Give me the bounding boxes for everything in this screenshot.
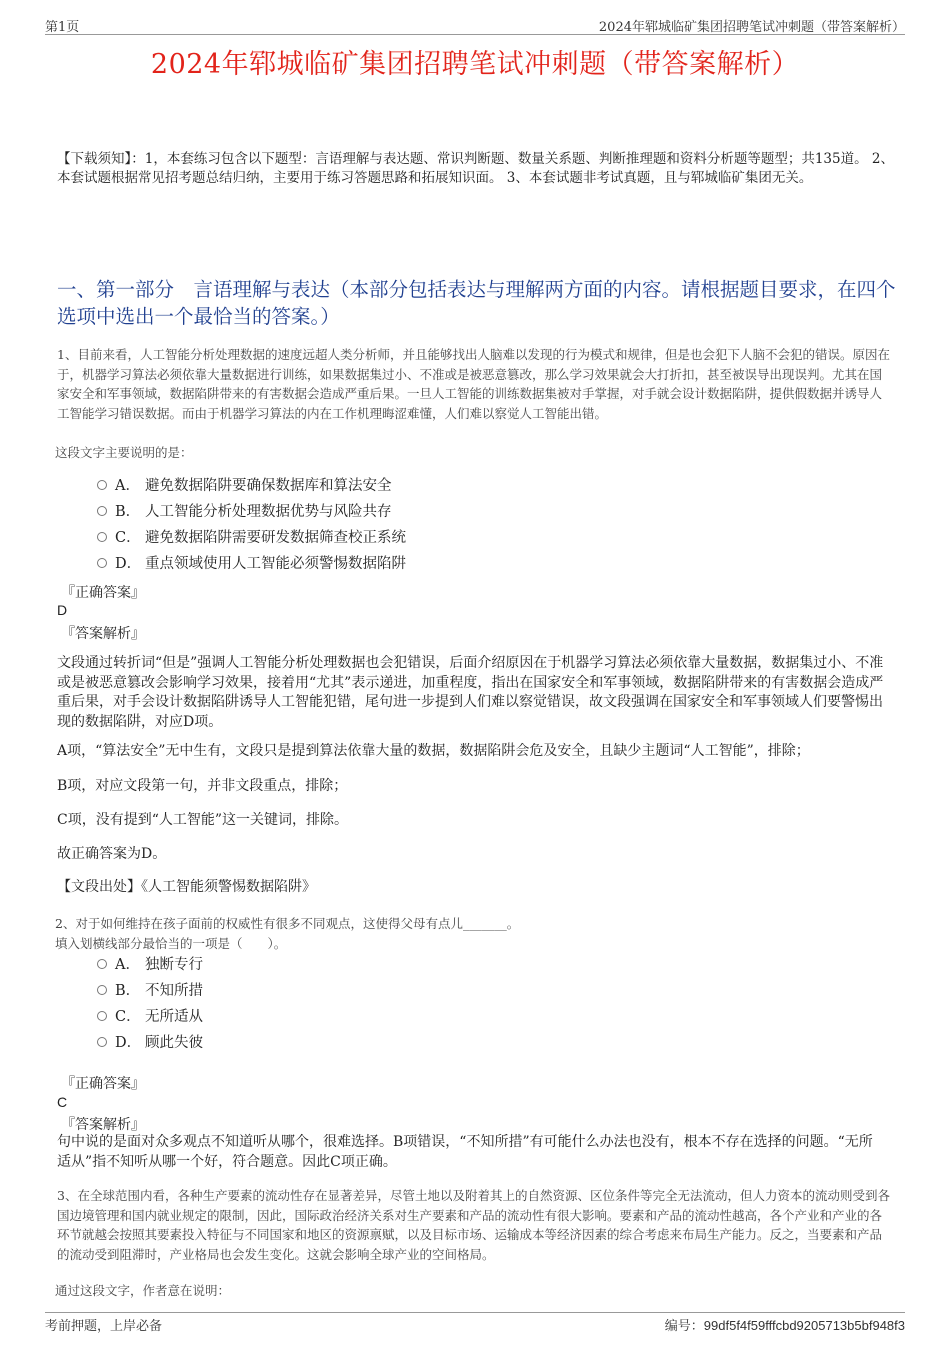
q2-question: 2、对于如何维持在孩子面前的权威性有很多不同观点，这使得父母有点儿_______。 — [55, 916, 520, 931]
page-header — [45, 14, 905, 35]
q2-analysis-label: 『答案解析』 — [61, 1117, 145, 1133]
page-footer — [45, 1312, 905, 1333]
download-notice: 【下载须知】：1，本套练习包含以下题型：言语理解与表达题、常识判断题、数量关系题、判断推理题和资料分析题等题型；共135道。 2、本套试题根据常见招考题总结归纳，主要用于练习答题思路和拓展知识面。 3、本套试题非考试真题，且与郓城临矿集团无关。 — [57, 151, 894, 186]
header-doc-title: 2024年郓城临矿集团招聘笔试冲刺题（带答案解析） — [598, 20, 905, 35]
q1-answer: D — [57, 602, 68, 618]
q3-prompt: 通过这段文字，作者意在说明： — [55, 1283, 231, 1298]
document-title: 2024年郓城临矿集团招聘笔试冲刺题（带答案解析） — [150, 49, 800, 80]
q2-answer: C — [57, 1094, 68, 1110]
q1-option-a[interactable]: A． 避免数据陷阱要确保数据库和算法安全 — [97, 476, 392, 496]
q1-option-c[interactable]: C． 避免数据陷阱需要研发数据筛查校正系统 — [97, 528, 406, 548]
footer-slogan: 考前押题，上岸必备 — [45, 1319, 163, 1334]
radio-icon[interactable] — [97, 1037, 107, 1047]
q1-conclusion: 故正确答案为D。 — [57, 846, 167, 862]
q2-option-a[interactable]: A． 独断专行 — [97, 955, 203, 975]
radio-icon[interactable] — [97, 506, 107, 516]
q2-analysis: 句中说的是面对众多观点不知道听从哪个，很难选择。B项错误，“不知所措”有可能什么办法也没有，根本不存在选择的问题。“无所适从”指不知听从哪一个好，符合题意。因此C项正确。 — [57, 1134, 873, 1170]
footer-code: 编号：99df5f4f59fffcbd9205713b5bf948f3 — [664, 1318, 905, 1334]
q1-note-c: C项，没有提到“人工智能”这一关键词，排除。 — [57, 812, 349, 828]
radio-icon[interactable] — [97, 959, 107, 969]
q1-prompt: 这段文字主要说明的是： — [55, 445, 193, 460]
q2-option-c[interactable]: C． 无所适从 — [97, 1007, 203, 1027]
radio-icon[interactable] — [97, 985, 107, 995]
q1-analysis-label: 『答案解析』 — [61, 626, 145, 642]
q3-passage: 3、在全球范围内看，各种生产要素的流动性存在显著差异，尽管土地以及附着其上的自然资源、区位条件等完全无法流动，但人力资本的流动则受到各国边境管理和国内就业规定的限制，因此，国际政治经济关系对生产要素和产品的流动性有很大影响。要素和产品的流动性越高，各个产业和产业的各环节就越会按照其要素投入特征与不同国家和地区的资源禀赋，以及目标市场、运输成本等经济因素的综合考虑来布局生产能力。反之，当要素和产品的流动受到阻滞时，产业格局也会发生变化。这就会影响全球产业的空间格局。 — [57, 1188, 890, 1262]
q2-option-d[interactable]: D． 顾此失彼 — [97, 1033, 203, 1053]
page-number: 第1页 — [45, 20, 80, 35]
q2-option-b[interactable]: B． 不知所措 — [97, 981, 203, 1001]
q1-option-d[interactable]: D． 重点领域使用人工智能必须警惕数据陷阱 — [97, 554, 406, 574]
q1-analysis: 文段通过转折词“但是”强调人工智能分析处理数据也会犯错误，后面介绍原因在于机器学习算法必须依靠大量数据，数据集过小、不准或是被恶意篡改会影响学习效果，接着用“尤其”表示递进，加重程度，指出在国家安全和军事领域，数据陷阱带来的有害数据会造成严重后果，对手会设计数据陷阱诱导人工智能犯错，尾句进一步提到人们难以察觉错误，故文段强调在国家安全和军事领域人们要警惕出现的数据陷阱，对应D项。 — [57, 655, 884, 730]
section-title: 一、第一部分 言语理解与表达（本部分包括表达与理解两方面的内容。请根据题目要求，在四个选项中选出一个最恰当的答案。） — [57, 278, 896, 328]
q1-passage: 1、目前来看，人工智能分析处理数据的速度远超人类分析师，并且能够找出人脑难以发现的行为模式和规律，但是也会犯下人脑不会犯的错误。原因在于，机器学习算法必须依靠大量数据进行训练，如果数据集过小、不准或是被恶意篡改，那么学习效果就会大打折扣，甚至被误导出现误判。尤其在国家安全和军事领域，数据陷阱带来的有害数据会造成严重后果。一旦人工智能的训练数据集被对手掌握，对手就会设计数据陷阱，提供假数据并诱导人工智能学习错误数据。而由于机器学习算法的内在工作机理晦涩难懂，人们难以察觉人工智能出错。 — [57, 347, 890, 421]
q1-option-b[interactable]: B． 人工智能分析处理数据优势与风险共存 — [97, 502, 392, 522]
q2-answer-label: 『正确答案』 — [61, 1076, 145, 1092]
q2-prompt: 填入划横线部分最恰当的一项是（ ）。 — [55, 936, 287, 951]
q1-source: 【文段出处】《人工智能须警惕数据陷阱》 — [57, 879, 316, 895]
q1-note-a: A项，“算法安全”无中生有，文段只是提到算法依靠大量的数据，数据陷阱会危及安全，且缺少主题词“人工智能”，排除； — [57, 743, 810, 759]
radio-icon[interactable] — [97, 480, 107, 490]
q1-note-b: B项，对应文段第一句，并非文段重点，排除； — [57, 778, 348, 794]
radio-icon[interactable] — [97, 532, 107, 542]
radio-icon[interactable] — [97, 558, 107, 568]
radio-icon[interactable] — [97, 1011, 107, 1021]
q1-answer-label: 『正确答案』 — [61, 585, 145, 601]
